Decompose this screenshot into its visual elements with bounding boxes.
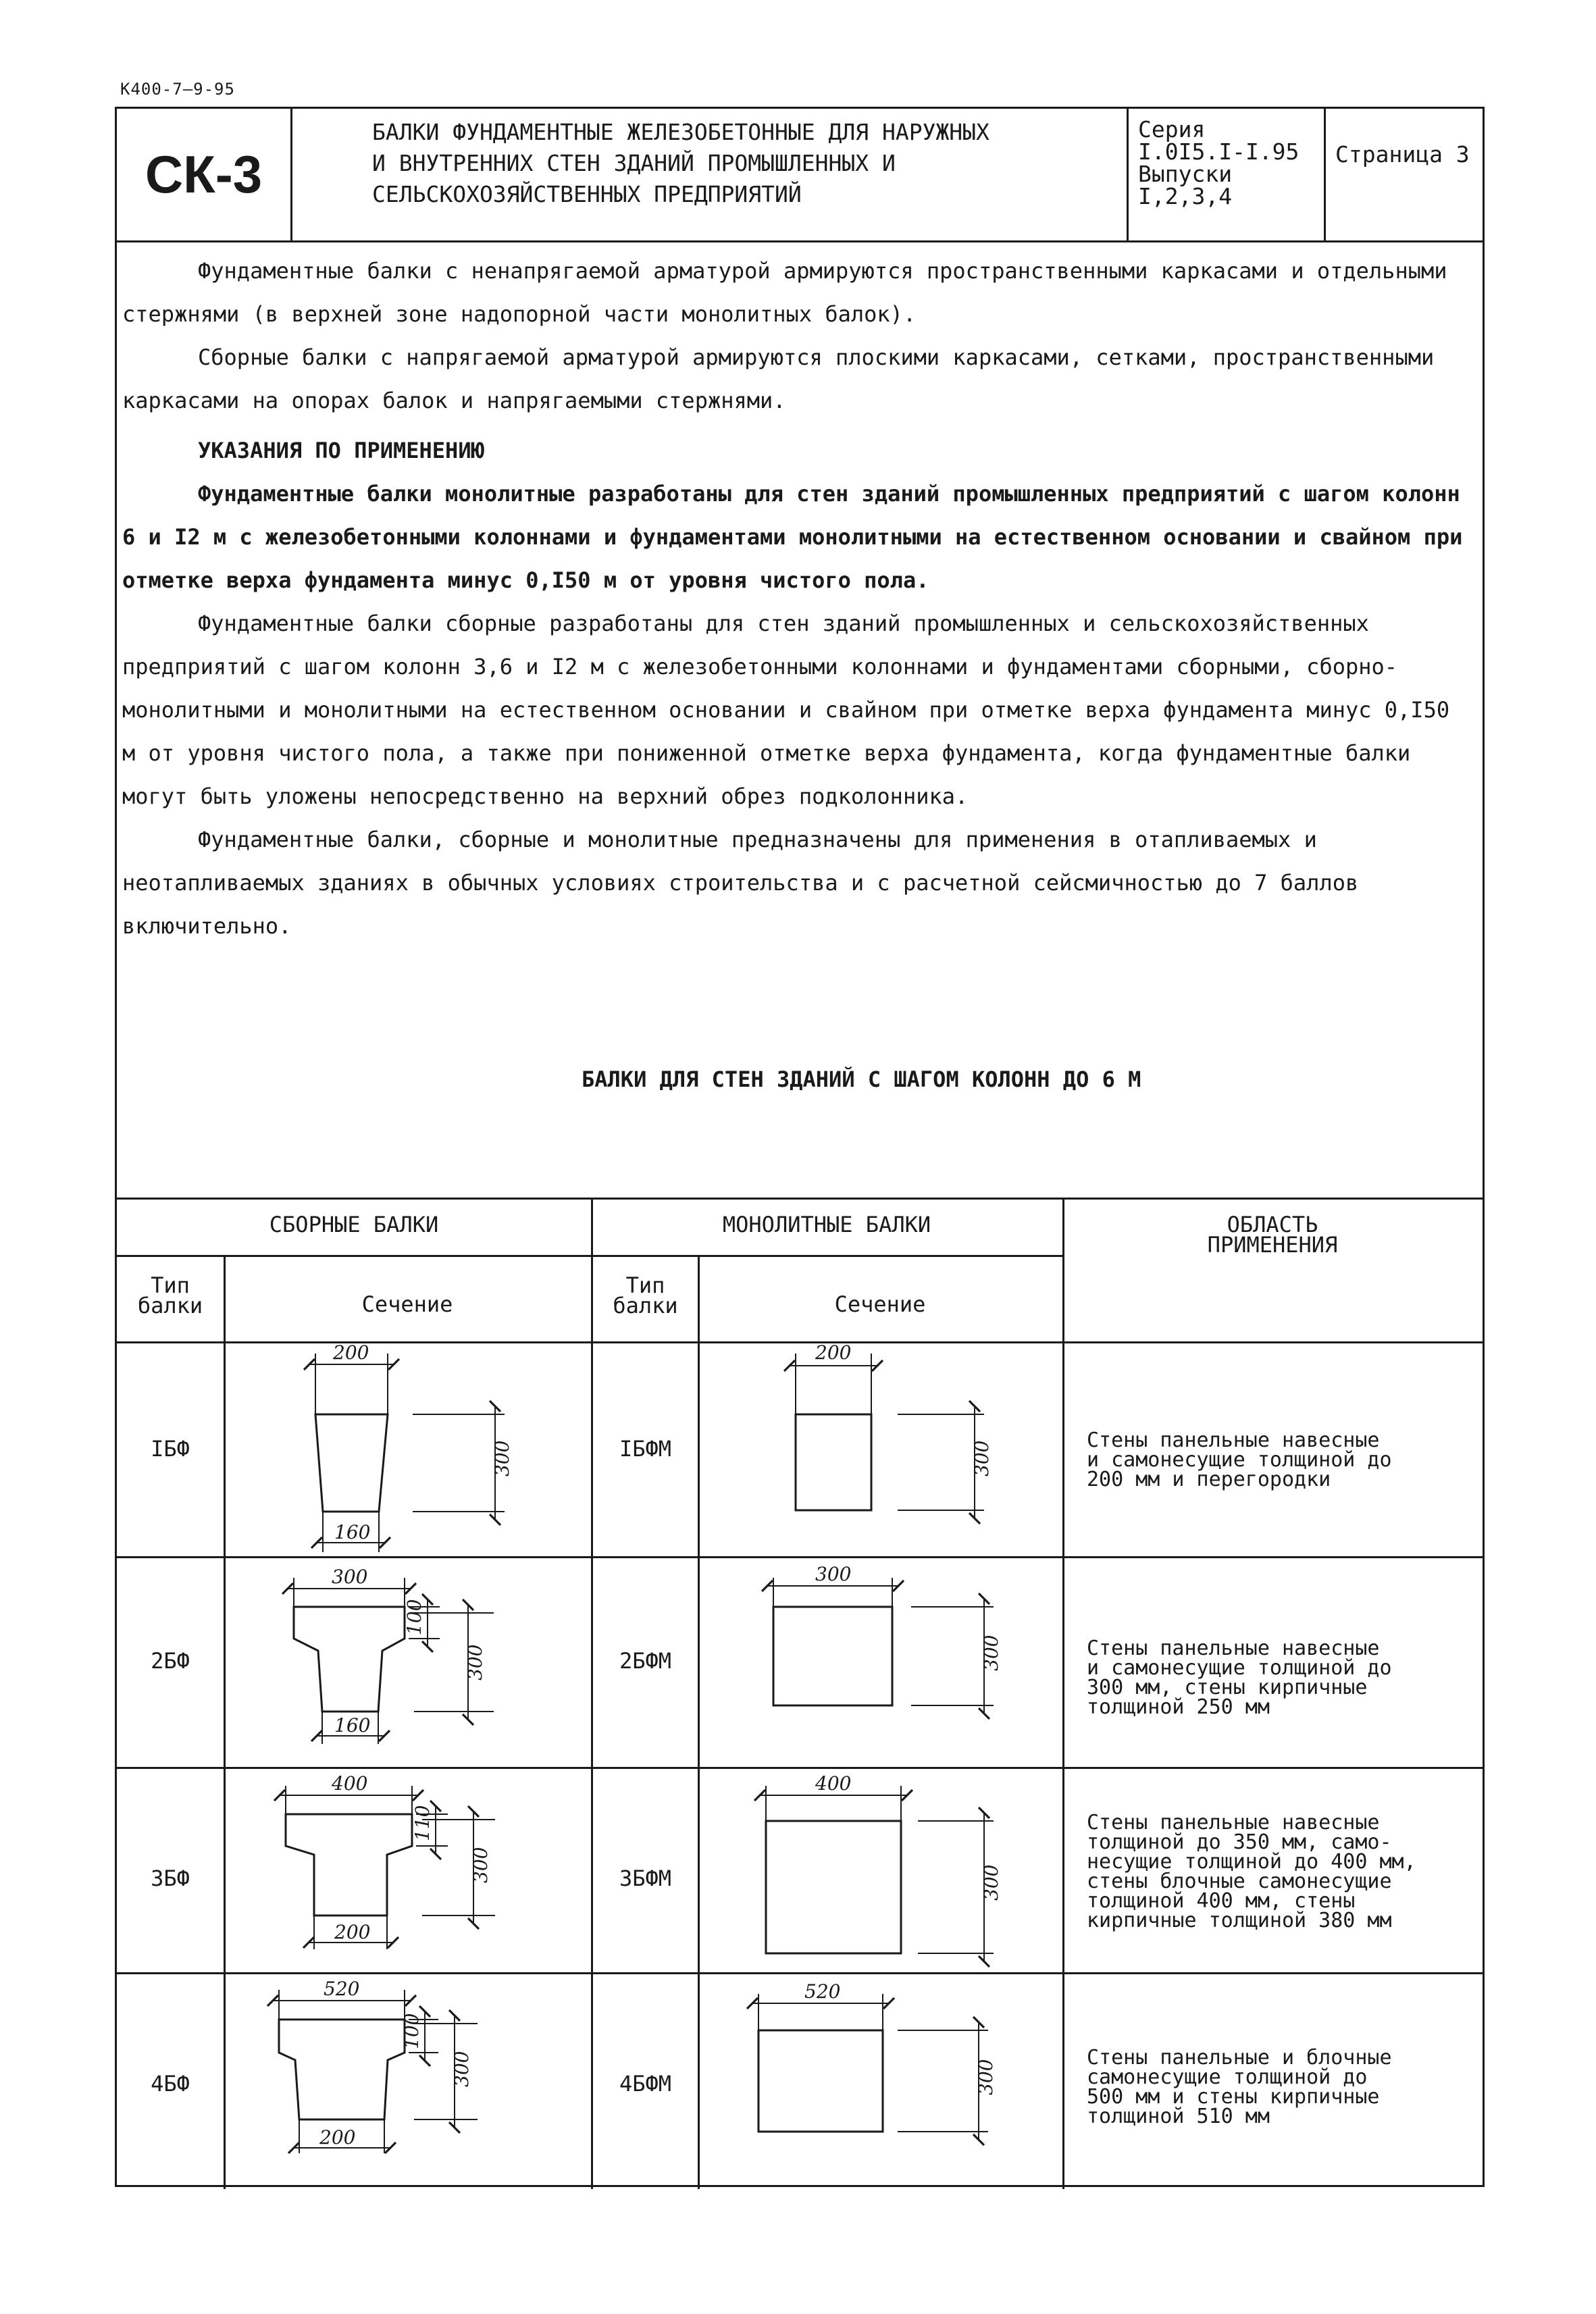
area-line: толщиной до 350 мм, само- [1087,1830,1392,1854]
area-line: толщиной 400 мм, стены [1087,1889,1356,1913]
beam-type: 4БФМ [619,2071,672,2097]
area-line: и самонесущие толщиной до [1087,1656,1392,1680]
section-outline [279,2020,405,2119]
dimension-label: 300 [491,1440,513,1476]
dimension-label: 160 [334,1714,371,1737]
area-line: самонесущие толщиной до [1087,2065,1368,2089]
area-line: кирпичные толщиной 380 мм [1087,1909,1392,1932]
dimension-label: 520 [804,1980,841,2003]
beam-type: 3БФМ [619,1866,672,1891]
precast-header: СБОРНЫЕ БАЛКИ [269,1212,439,1237]
title-block [117,109,1483,242]
dimension-label: 100 [401,2013,423,2049]
area-header-line: ОБЛАСТЬ [1227,1212,1318,1237]
title-line: БАЛКИ ФУНДАМЕНТНЫЕ ЖЕЛЕЗОБЕТОННЫЕ ДЛЯ НАРУЖНЫХ [372,119,989,145]
dimension-label: 200 [333,1341,369,1364]
area-line: толщиной 510 мм [1087,2105,1270,2128]
series-block [1129,109,1326,240]
section-outline [796,1414,871,1510]
dimension-label: 200 [815,1341,852,1364]
area-line: 500 мм и стены кирпичные [1087,2085,1380,2109]
table-caption: БАЛКИ ДЛЯ СТЕН ЗДАНИЙ С ШАГОМ КОЛОНН ДО 6 М [582,1066,1141,1092]
area-line: Стены панельные навесные [1087,1637,1380,1660]
page-number [1326,109,1487,240]
issues-label: Выпуски [1138,161,1233,187]
dimension-label: 110 [411,1805,434,1841]
beam-type: IБФМ [619,1436,672,1462]
area-line: Стены панельные навесные [1087,1429,1380,1452]
area-line: Стены панельные и блочные [1087,2046,1392,2069]
area-line: 200 мм и перегородки [1087,1468,1331,1491]
section-outline [758,2030,883,2132]
dimension-label: 160 [334,1521,371,1543]
paragraph: Фундаментные балки, сборные и монолитные предназначены для применения в отапливаемых и неотапливаемых зданиях в обычных условиях строительства и с расчетной сейсмичностью до 7 баллов включительно. [122,827,1359,939]
type-header-line: Тип [625,1272,665,1298]
title-line: СЕЛЬСКОХОЗЯЙСТВЕННЫХ ПРЕДПРИЯТИЙ [372,181,802,207]
area-line: 300 мм, стены кирпичные [1087,1676,1368,1699]
section-drawings [117,1200,1483,2189]
paragraph: Сборные балки с напрягаемой арматурой армируются плоскими каркасами, сетками, пространственными каркасами на опорах балок и напрягаемыми стержнями. [122,344,1435,413]
section-outline [286,1814,412,1916]
paragraph: Фундаментные балки с ненапрягаемой арматурой армируются пространственными каркасами и отдельными стержнями (в верхней зоне надопорной части монолитных балок). [122,258,1447,327]
dimension-label: 200 [334,1921,371,1943]
series-label: Серия [1138,116,1206,143]
dimension-label: 300 [469,1847,492,1883]
section-outline [766,1821,901,1953]
dimension-label: 300 [980,1635,1002,1671]
section-heading: УКАЗАНИЯ ПО ПРИМЕНЕНИЮ [198,438,484,463]
dimension-label: 300 [464,1644,486,1680]
area-line: и самонесущие толщиной до [1087,1448,1392,1472]
dimension-label: 100 [403,1599,426,1635]
area-header-line: ПРИМЕНЕНИЯ [1207,1232,1338,1258]
document-title [292,109,1129,240]
type-header-line: балки [613,1293,678,1318]
beam-type: IБФ [151,1436,190,1462]
page-code: К400-7—9-95 [120,80,235,99]
type-header-line: балки [137,1293,203,1318]
section-outline [294,1607,405,1712]
dimension-label: 300 [815,1563,852,1585]
section-col-header: Сечение [834,1291,926,1317]
drawing-frame [115,107,1485,2187]
dimension-label: 520 [324,1978,360,2000]
area-line: Стены панельные навесные [1087,1811,1380,1834]
area-line: несущие толщиной до 400 мм, [1087,1850,1416,1874]
area-line: толщиной 250 мм [1087,1695,1270,1719]
beam-type: 2БФМ [619,1648,672,1674]
dimension-label: 300 [971,1440,993,1476]
section-col-header: Сечение [361,1291,453,1317]
dimension-label: 300 [975,2059,997,2095]
sheet-code: СК-3 [117,109,292,240]
dimension-label: 300 [451,2051,473,2087]
beam-type: 4БФ [151,2071,190,2097]
dimension-label: 200 [319,2126,356,2149]
monolithic-header: МОНОЛИТНЫЕ БАЛКИ [722,1212,931,1237]
series-number: I.0I5.I-I.95 [1138,138,1299,165]
issues-value: I,2,3,4 [1138,183,1233,209]
section-outline [773,1607,892,1705]
type-header-line: Тип [151,1272,190,1298]
beam-type: 2БФ [151,1648,190,1674]
dimension-label: 300 [980,1864,1002,1901]
page-label: Страница 3 [1335,141,1470,168]
beam-type: 3БФ [151,1866,190,1891]
area-line: стены блочные самонесущие [1087,1870,1392,1893]
section-outline [315,1414,388,1512]
dimension-label: 400 [332,1772,368,1795]
title-line: И ВНУТРЕННИХ СТЕН ЗДАНИЙ ПРОМЫШЛЕННЫХ И [372,150,896,176]
beam-table [117,1198,1483,2189]
paragraph: Фундаментные балки сборные разработаны для стен зданий промышленных и сельскохозяйственных предприятий с шагом колонн 3,6 и I2 м с железобетонными колоннами и фундаментами сборными, сборно-монолитными и монолитными на естественном основании и свайном при отметке верха фундамента минус 0,I50 м от уровня чистого пола, а также при пониженной отметке верха фундамента, когда фундаментные балки могут быть уложены непосредственно на верхний обрез подколонника. [122,611,1450,809]
body-text [122,249,1473,948]
paragraph: Фундаментные балки монолитные разработаны для стен зданий промышленных предприятий с шагом колонн 6 и I2 м с железобетонными колоннами и фундаментами монолитными на естественном основании и свайном при отметке верха фундамента минус 0,I50 м от уровня чистого пола. [122,481,1463,593]
dimension-label: 400 [815,1772,852,1795]
dimension-label: 300 [332,1566,368,1588]
